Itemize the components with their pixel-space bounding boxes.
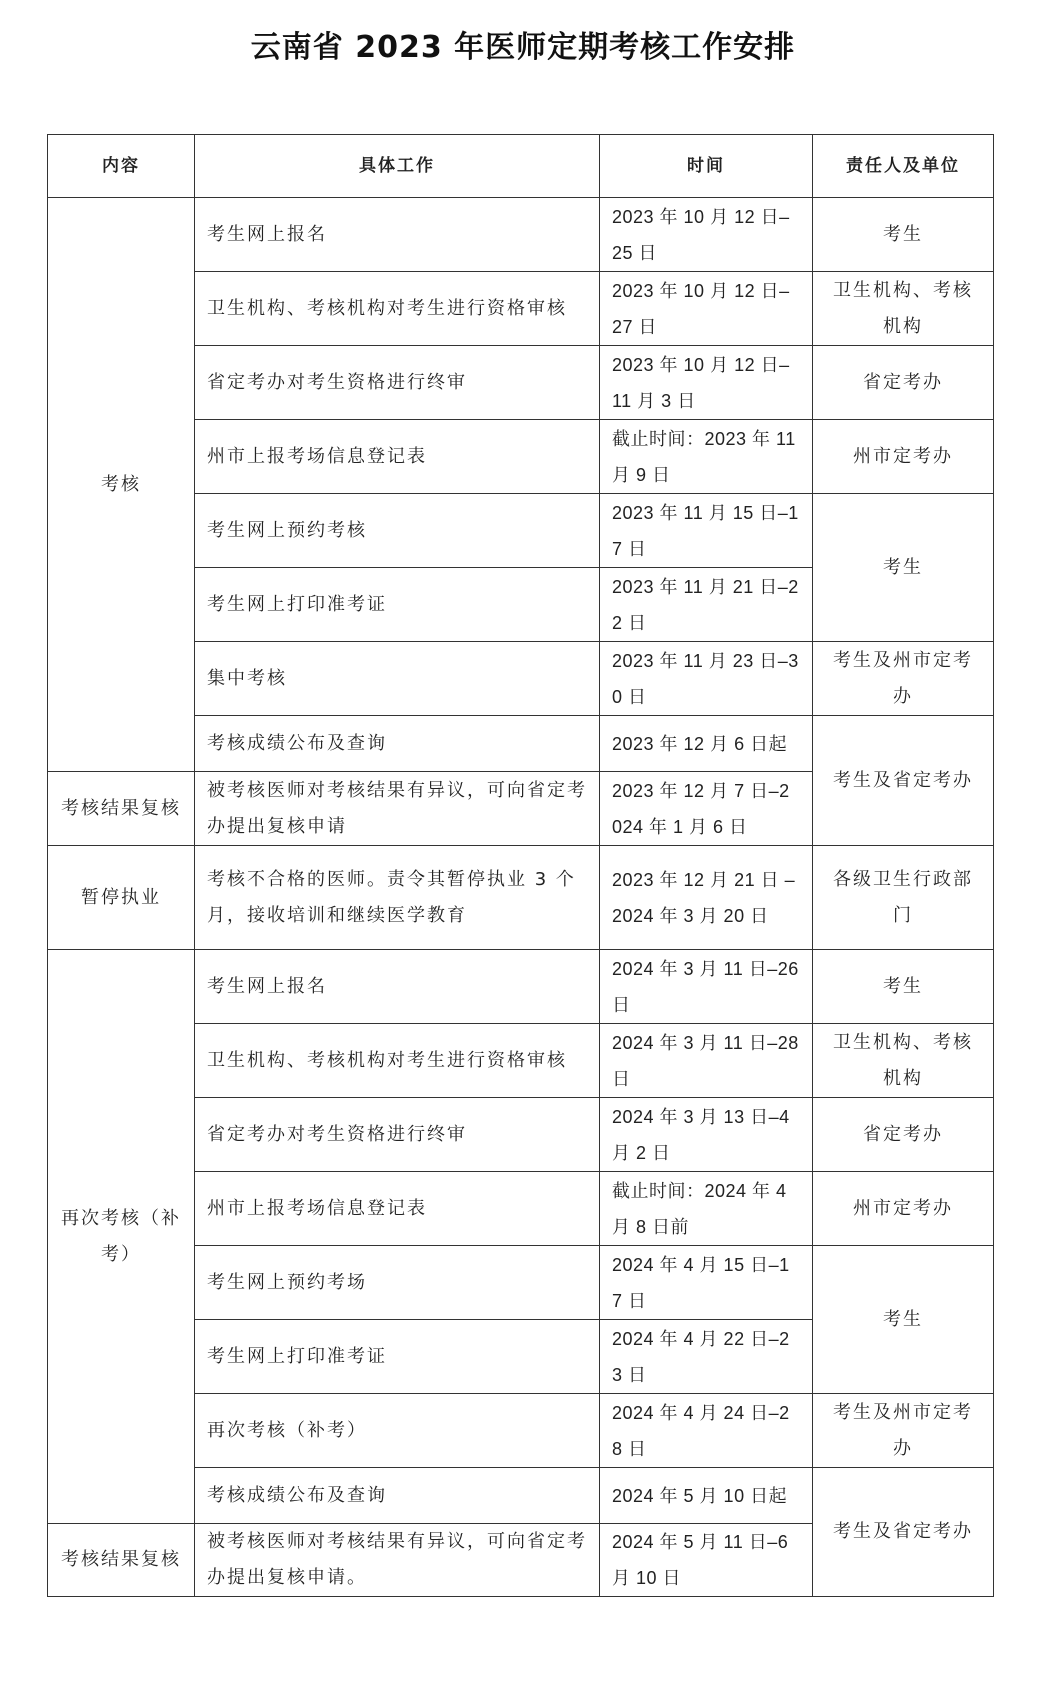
table-row xyxy=(48,950,994,1024)
task-cell: 集中考核 xyxy=(195,642,600,716)
time-cell: 截止时间：2023 年 11 月 9 日 xyxy=(600,420,813,494)
group-label: 考核结果复核 xyxy=(48,772,195,846)
time-cell: 2024 年 4 月 22 日–23 日 xyxy=(600,1320,813,1394)
task-cell: 州市上报考场信息登记表 xyxy=(195,420,600,494)
task-cell: 考核不合格的医师。责令其暂停执业 3 个月，接收培训和继续医学教育 xyxy=(195,846,600,950)
task-cell: 考核成绩公布及查询 xyxy=(195,1468,600,1524)
time-cell: 2024 年 4 月 24 日–28 日 xyxy=(600,1394,813,1468)
task-cell: 考核成绩公布及查询 xyxy=(195,716,600,772)
responsible-cell: 卫生机构、考核机构 xyxy=(813,272,994,346)
time-cell: 2023 年 12 月 7 日–2024 年 1 月 6 日 xyxy=(600,772,813,846)
group-label: 暂停执业 xyxy=(48,846,195,950)
task-cell: 考生网上报名 xyxy=(195,950,600,1024)
task-cell: 省定考办对考生资格进行终审 xyxy=(195,346,600,420)
time-cell: 2024 年 3 月 13 日–4 月 2 日 xyxy=(600,1098,813,1172)
header-time: 时间 xyxy=(600,135,813,198)
task-cell: 考生网上打印准考证 xyxy=(195,1320,600,1394)
table-row xyxy=(48,198,994,272)
time-cell: 2024 年 5 月 11 日–6 月 10 日 xyxy=(600,1524,813,1597)
time-cell: 2023 年 10 月 12 日–25 日 xyxy=(600,198,813,272)
time-cell: 2023 年 10 月 12 日–27 日 xyxy=(600,272,813,346)
responsible-cell: 省定考办 xyxy=(813,1098,994,1172)
time-cell: 2023 年 11 月 15 日–17 日 xyxy=(600,494,813,568)
page-title: 云南省 2023 年医师定期考核工作安排 xyxy=(250,30,796,65)
header-content: 内容 xyxy=(48,135,195,198)
time-cell: 截止时间：2024 年 4 月 8 日前 xyxy=(600,1172,813,1246)
responsible-cell: 省定考办 xyxy=(813,346,994,420)
task-cell: 考生网上报名 xyxy=(195,198,600,272)
time-cell: 2023 年 11 月 23 日–30 日 xyxy=(600,642,813,716)
responsible-cell: 考生 xyxy=(813,950,994,1024)
task-cell: 考生网上预约考场 xyxy=(195,1246,600,1320)
task-cell: 考生网上预约考核 xyxy=(195,494,600,568)
time-cell: 2023 年 12 月 21 日 –2024 年 3 月 20 日 xyxy=(600,846,813,950)
task-cell: 省定考办对考生资格进行终审 xyxy=(195,1098,600,1172)
time-cell: 2023 年 11 月 21 日–22 日 xyxy=(600,568,813,642)
time-cell: 2024 年 3 月 11 日–28 日 xyxy=(600,1024,813,1098)
task-cell: 被考核医师对考核结果有异议，可向省定考办提出复核申请 xyxy=(195,772,600,846)
group-label: 再次考核（补考） xyxy=(48,950,195,1524)
group-label: 考核结果复核 xyxy=(48,1524,195,1597)
time-cell: 2024 年 4 月 15 日–17 日 xyxy=(600,1246,813,1320)
responsible-cell: 考生 xyxy=(813,494,994,642)
responsible-cell: 卫生机构、考核机构 xyxy=(813,1024,994,1098)
time-cell: 2024 年 5 月 10 日起 xyxy=(600,1468,813,1524)
task-cell: 州市上报考场信息登记表 xyxy=(195,1172,600,1246)
header-responsible: 责任人及单位 xyxy=(813,135,994,198)
header-task: 具体工作 xyxy=(195,135,600,198)
task-cell: 考生网上打印准考证 xyxy=(195,568,600,642)
table-row xyxy=(48,846,994,950)
responsible-cell: 州市定考办 xyxy=(813,420,994,494)
time-cell: 2023 年 10 月 12 日–11 月 3 日 xyxy=(600,346,813,420)
header-row xyxy=(48,135,994,198)
responsible-cell: 考生 xyxy=(813,1246,994,1394)
time-cell: 2024 年 3 月 11 日–26 日 xyxy=(600,950,813,1024)
group-label: 考核 xyxy=(48,198,195,772)
responsible-cell: 考生 xyxy=(813,198,994,272)
time-cell: 2023 年 12 月 6 日起 xyxy=(600,716,813,772)
responsible-cell: 考生及州市定考办 xyxy=(813,642,994,716)
schedule-table xyxy=(47,134,994,1597)
responsible-cell: 州市定考办 xyxy=(813,1172,994,1246)
task-cell: 卫生机构、考核机构对考生进行资格审核 xyxy=(195,272,600,346)
task-cell: 再次考核（补考） xyxy=(195,1394,600,1468)
responsible-cell: 各级卫生行政部门 xyxy=(813,846,994,950)
task-cell: 卫生机构、考核机构对考生进行资格审核 xyxy=(195,1024,600,1098)
task-cell: 被考核医师对考核结果有异议，可向省定考办提出复核申请。 xyxy=(195,1524,600,1597)
responsible-cell: 考生及省定考办 xyxy=(813,716,994,846)
responsible-cell: 考生及省定考办 xyxy=(813,1468,994,1597)
responsible-cell: 考生及州市定考办 xyxy=(813,1394,994,1468)
